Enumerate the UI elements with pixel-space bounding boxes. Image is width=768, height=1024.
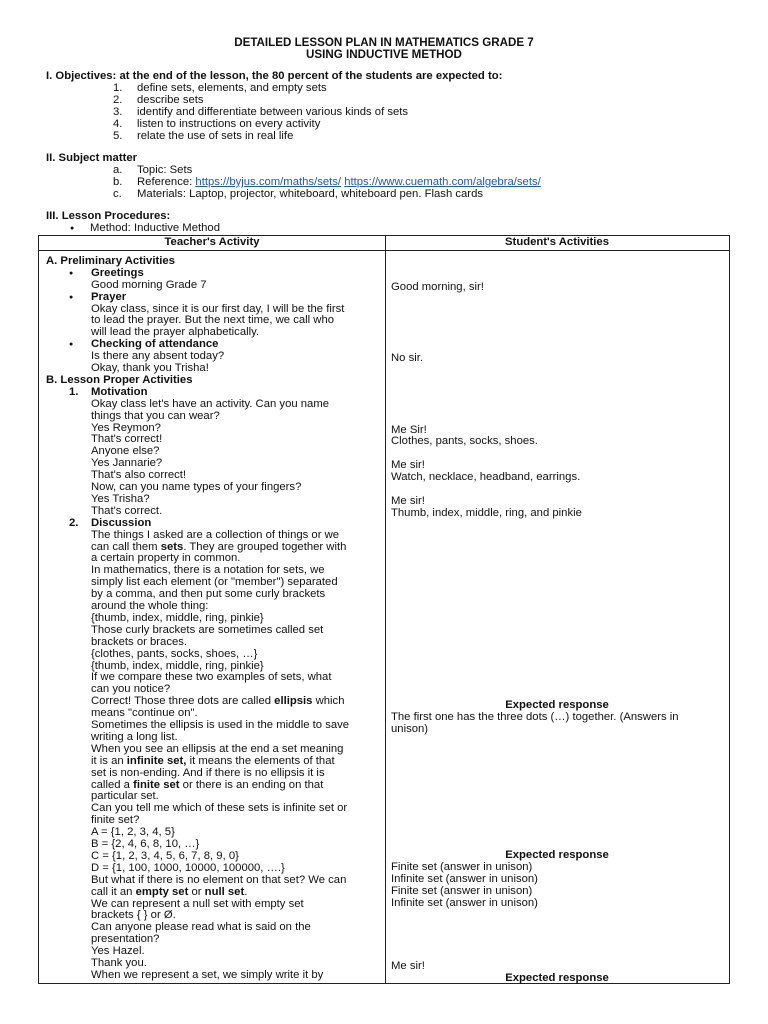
teacher-line: particular set.	[91, 790, 159, 803]
teacher-line: That's correct!	[91, 433, 163, 446]
method-bullet: ●	[70, 225, 75, 232]
expected-answer: Infinite set (answer in unison)	[391, 896, 538, 909]
bullet-marker: ●	[69, 341, 74, 349]
materials-text: Materials: Laptop, projector, whiteboard, whiteboard pen. Flash cards	[137, 188, 484, 200]
teacher-line: A = {1, 2, 3, 4, 5}	[91, 826, 175, 839]
me-sir-response: Me sir!	[391, 960, 425, 972]
column-divider	[385, 236, 386, 983]
teacher-line: will lead the prayer alphabetically.	[91, 326, 260, 339]
bullet-heading: Greetings	[91, 266, 144, 279]
procedures-heading: III. Lesson Procedures:	[46, 210, 171, 222]
teacher-line: call it an empty set or null set.	[91, 885, 248, 898]
teacher-line: {thumb, index, middle, ring, pinkie}	[91, 659, 264, 672]
objective-number: 2.	[113, 94, 123, 106]
teacher-line: That's correct.	[91, 504, 163, 517]
numbered-heading: Motivation	[91, 385, 148, 398]
numbered-heading: Discussion	[91, 516, 152, 529]
teacher-line: When you see an ellipsis at the end a set meaning	[91, 742, 344, 755]
teacher-line: Sometimes the ellipsis is used in the middle to save	[91, 719, 350, 731]
teacher-line: things that you can wear?	[91, 409, 220, 422]
reference-label: Reference:	[137, 176, 193, 188]
teacher-line: In mathematics, there is a notation for sets, we	[91, 564, 325, 577]
objective-number: 5.	[113, 130, 123, 142]
objective-number: 1.	[113, 82, 123, 94]
objective-item: define sets, elements, and empty sets	[137, 82, 327, 94]
teacher-line: {clothes, pants, socks, shoes, …}	[91, 647, 258, 660]
list-number: 2.	[69, 516, 79, 529]
teacher-header: Teacher's Activity	[164, 236, 260, 248]
header-rule	[39, 250, 729, 251]
teacher-line: Yes Jannarie?	[91, 457, 163, 470]
reference-link-byjus[interactable]: https://byjus.com/maths/sets/	[195, 176, 342, 188]
objective-number: 3.	[113, 106, 123, 118]
list-number: 1.	[69, 385, 79, 398]
bullet-heading: Prayer	[91, 290, 127, 303]
doc-subtitle: USING INDUCTIVE METHOD	[306, 48, 462, 61]
student-response: Me sir!	[391, 494, 425, 507]
topic-marker: a.	[113, 164, 123, 176]
student-header: Student's Activities	[505, 236, 609, 248]
teacher-line: Okay, thank you Trisha!	[91, 362, 209, 374]
teacher-line: Can you tell me which of these sets is infinite set or	[91, 802, 348, 815]
teacher-line: brackets or braces.	[91, 635, 188, 648]
teacher-line: The things I asked are a collection of things or we	[91, 528, 340, 541]
subject-heading: II. Subject matter	[46, 152, 138, 164]
materials-marker: c.	[113, 188, 122, 200]
teacher-line: presentation?	[91, 933, 160, 946]
student-response: Me Sir!	[391, 423, 427, 436]
reference-link-cuemath[interactable]: https://www.cuemath.com/algebra/sets/	[344, 176, 541, 188]
teacher-line: simply list each element (or "member") separated	[91, 576, 338, 589]
expected-response-1-text-a: The first one has the three dots (…) together. (Answers in	[391, 711, 679, 723]
student-response: No sir.	[391, 352, 424, 365]
teacher-line: writing a long list.	[91, 730, 178, 743]
teacher-line: can you notice?	[91, 683, 171, 696]
teacher-line: If we compare these two examples of sets, what	[91, 671, 332, 684]
teacher-line: around the whole thing:	[91, 600, 209, 612]
teacher-line: That's also correct!	[91, 469, 187, 482]
teacher-line: But what if there is no element on that set? We can	[91, 873, 347, 886]
expected-response-1: Expected response	[505, 699, 609, 711]
objectives-heading: I. Objectives: at the end of the lesson, the 80 percent of the students are expected to:	[46, 70, 503, 82]
section-heading: A. Preliminary Activities	[46, 254, 175, 267]
reference-marker: b.	[113, 176, 123, 188]
teacher-line: Okay class, since it is our first day, I will be the first	[91, 302, 345, 315]
teacher-line: We can represent a null set with empty set	[91, 897, 304, 910]
expected-answer: Infinite set (answer in unison)	[391, 872, 538, 885]
teacher-line: D = {1, 100, 1000, 10000, 100000, ….}	[91, 861, 285, 874]
teacher-line: Can anyone please read what is said on the	[91, 921, 311, 934]
expected-answer: Finite set (answer in unison)	[391, 861, 533, 873]
teacher-line: it is an infinite set, it means the elements of that	[91, 754, 335, 767]
teacher-line: Yes Reymon?	[91, 421, 161, 434]
teacher-line: {thumb, index, middle, ring, pinkie}	[91, 611, 264, 624]
teacher-line: Correct! Those three dots are called ellipsis which	[91, 695, 345, 708]
teacher-line: to lead the prayer. But the next time, we call who	[91, 314, 335, 327]
teacher-line: finite set?	[91, 814, 140, 827]
objective-item: listen to instructions on every activity	[137, 118, 321, 130]
teacher-line: Yes Hazel.	[91, 945, 145, 958]
teacher-line: Okay class let's have an activity. Can you name	[91, 397, 330, 410]
student-response: Clothes, pants, socks, shoes.	[391, 435, 538, 448]
bullet-marker: ●	[69, 269, 74, 277]
objective-item: relate the use of sets in real life	[137, 130, 294, 142]
teacher-line: brackets { } or Ø.	[91, 909, 176, 922]
teacher-line: a certain property in common.	[91, 552, 241, 565]
bullet-heading: Checking of attendance	[91, 338, 219, 351]
teacher-line: Good morning Grade 7	[91, 278, 207, 291]
teacher-line: by a comma, and then put some curly brackets	[91, 588, 326, 601]
teacher-line: set is non-ending. And if there is no ellipsis it is	[91, 766, 325, 779]
teacher-line: Yes Trisha?	[91, 492, 150, 505]
teacher-line: Thank you.	[91, 957, 147, 969]
expected-response-3: Expected response	[505, 972, 609, 984]
teacher-line: Is there any absent today?	[91, 350, 225, 363]
student-response: Thumb, index, middle, ring, and pinkie	[391, 506, 582, 519]
bullet-marker: ●	[69, 293, 74, 301]
student-response: Me sir!	[391, 459, 425, 472]
teacher-line: B = {2, 4, 6, 8, 10, …}	[91, 838, 200, 850]
section-heading: B. Lesson Proper Activities	[46, 373, 193, 386]
teacher-line: Anyone else?	[91, 445, 160, 458]
teacher-line: means "continue on".	[91, 707, 198, 720]
expected-response-2: Expected response	[505, 849, 609, 861]
teacher-line: C = {1, 2, 3, 4, 5, 6, 7, 8, 9, 0}	[91, 849, 239, 862]
student-response: Good morning, sir!	[391, 280, 484, 293]
teacher-line: Now, can you name types of your fingers?	[91, 481, 302, 493]
objective-item: identify and differentiate between various kinds of sets	[137, 106, 409, 118]
teacher-line: When we represent a set, we simply write it by	[91, 968, 324, 981]
objective-item: describe sets	[137, 94, 204, 106]
expected-answer: Finite set (answer in unison)	[391, 884, 533, 897]
teacher-line: called a finite set or there is an ending on that	[91, 778, 324, 791]
teacher-line: Those curly brackets are sometimes called set	[91, 623, 324, 636]
activities-table	[38, 235, 730, 984]
expected-response-1-text-b: unison)	[391, 723, 429, 735]
student-response: Watch, necklace, headband, earrings.	[391, 471, 581, 484]
method-text: Method: Inductive Method	[90, 222, 220, 234]
objective-number: 4.	[113, 118, 123, 130]
teacher-line: can call them sets. They are grouped together with	[91, 540, 347, 553]
doc-title: DETAILED LESSON PLAN IN MATHEMATICS GRADE 7	[234, 36, 534, 49]
topic-text: Topic: Sets	[137, 164, 193, 176]
